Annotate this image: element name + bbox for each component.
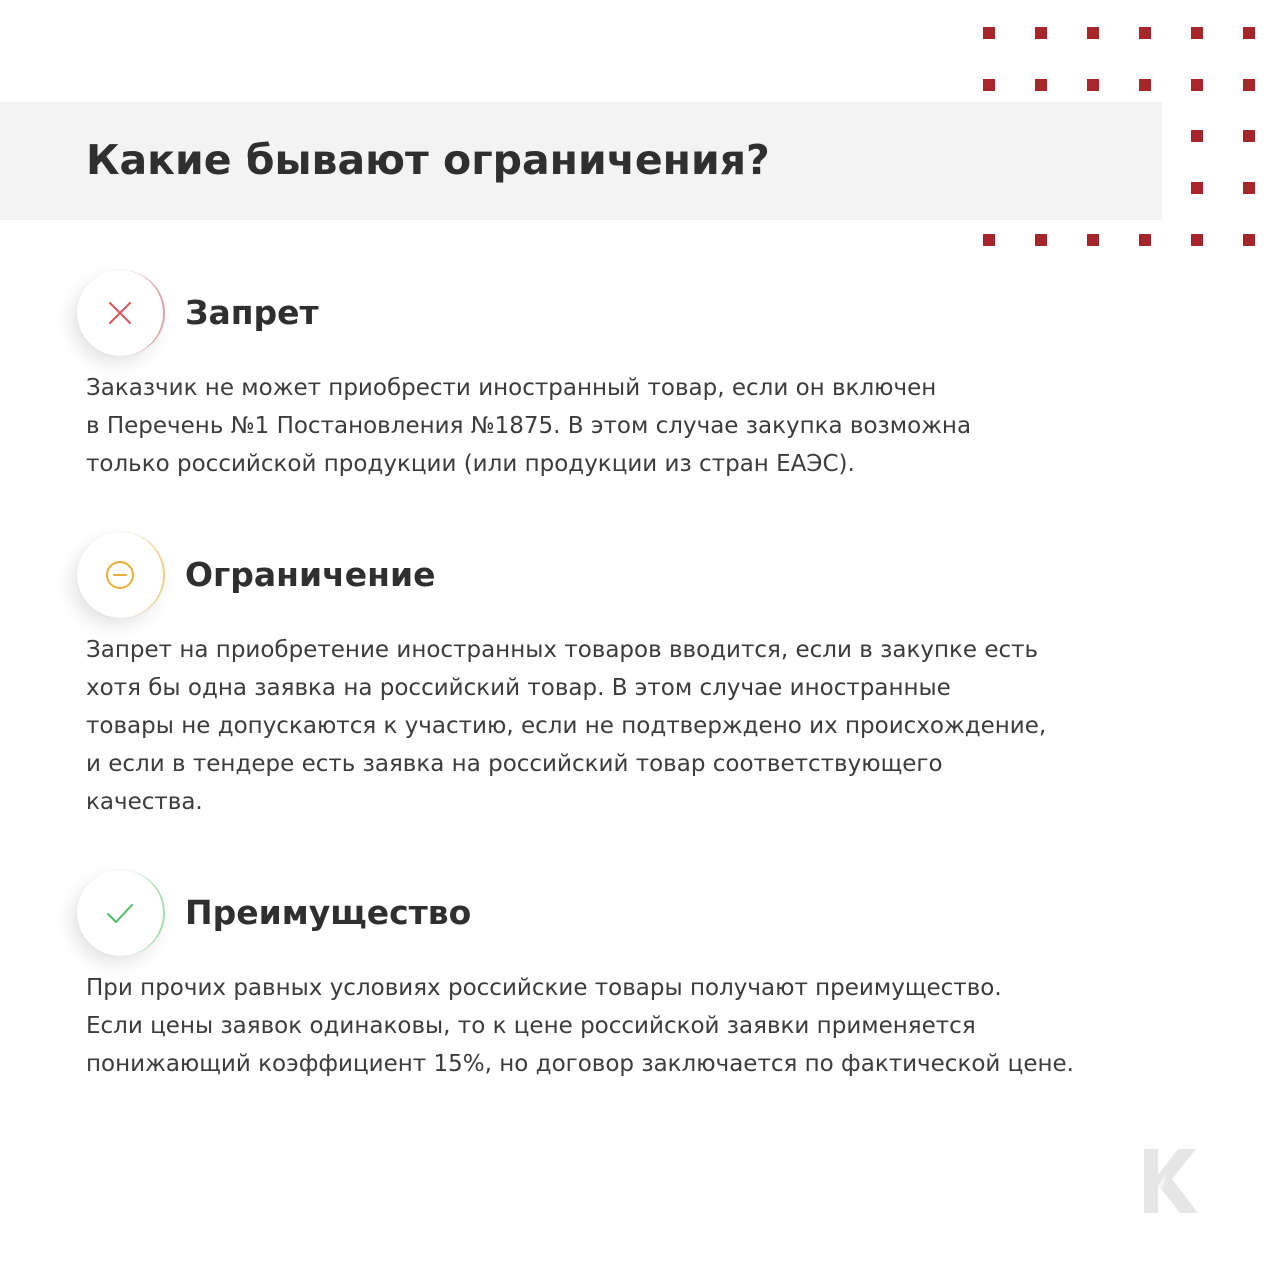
cross-icon [105, 298, 135, 328]
dot [1191, 79, 1203, 91]
section-text-restriction [86, 631, 1196, 821]
text-line: При прочих равных условиях российские товары получают преимущество. [86, 975, 1002, 1001]
check-icon [104, 897, 136, 929]
ban-badge [77, 270, 165, 356]
dot [1087, 79, 1099, 91]
dot [1139, 79, 1151, 91]
dot [1243, 234, 1255, 246]
dot [1243, 130, 1255, 142]
dot [983, 27, 995, 39]
text-line: Запрет на приобретение иностранных товаров вводится, если в закупке есть [86, 637, 1039, 663]
section-title-restriction: Ограничение [185, 555, 436, 594]
dot [1191, 27, 1203, 39]
dot [1191, 234, 1203, 246]
advantage-badge [77, 870, 165, 956]
section-text-ban [86, 369, 1196, 483]
dot [1035, 234, 1047, 246]
text-line: Заказчик не может приобрести иностранный товар, если он включен [86, 375, 937, 401]
text-line: Если цены заявок одинаковы, то к цене российской заявки применяется [86, 1013, 976, 1039]
dot [1243, 79, 1255, 91]
dot [1139, 234, 1151, 246]
text-line: товары не допускаются к участию, если не подтверждено их происхождение, [86, 713, 1047, 739]
dot [1191, 182, 1203, 194]
dot [1243, 182, 1255, 194]
dot [983, 79, 995, 91]
section-text-advantage [86, 969, 1196, 1083]
restriction-badge [77, 532, 165, 618]
text-line: хотя бы одна заявка на российский товар. В этом случае иностранные [86, 675, 951, 701]
section-title-advantage: Преимущество [185, 893, 472, 932]
text-line: понижающий коэффициент 15%, но договор заключается по фактической цене. [86, 1051, 1074, 1077]
dot [983, 234, 995, 246]
text-line: качества. [86, 789, 203, 815]
dot [1035, 27, 1047, 39]
k-logo-icon [1142, 1145, 1198, 1215]
text-line: в Перечень №1 Постановления №1875. В этом случае закупка возможна [86, 413, 972, 439]
dot [1035, 79, 1047, 91]
page-title: Какие бывают ограничения? [86, 136, 770, 184]
text-line: и если в тендере есть заявка на российский товар соответствующего [86, 751, 943, 777]
dot [1243, 27, 1255, 39]
dot [1139, 27, 1151, 39]
text-line: только российской продукции (или продукции из стран ЕАЭС). [86, 451, 855, 477]
minus-circle-icon [103, 558, 137, 592]
dot [1191, 130, 1203, 142]
section-title-ban: Запрет [185, 293, 319, 332]
dot [1087, 27, 1099, 39]
dot [1087, 234, 1099, 246]
